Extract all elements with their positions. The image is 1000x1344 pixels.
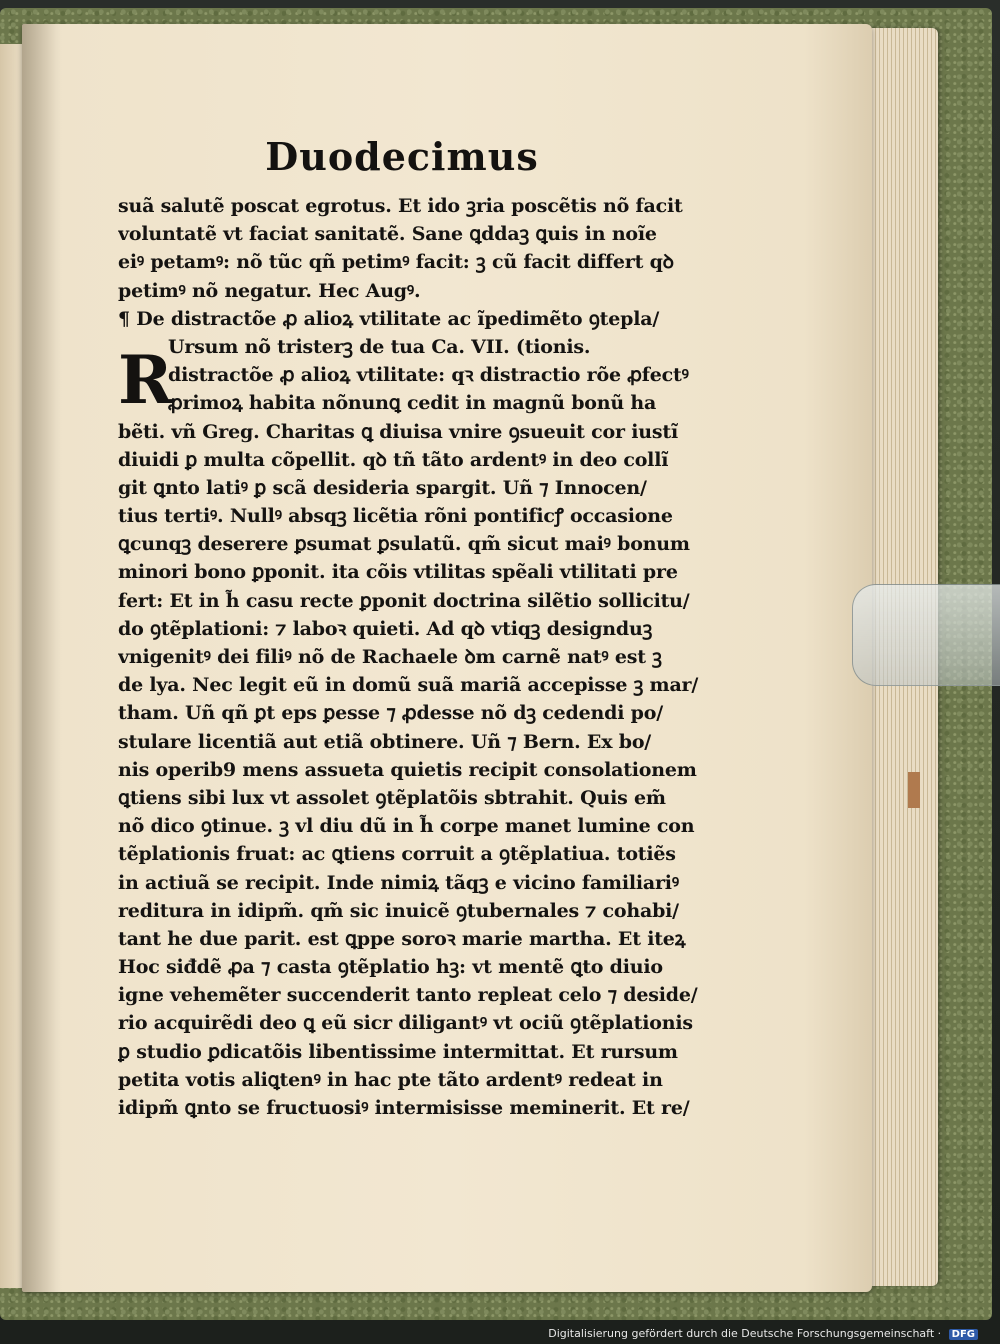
text-line: tant he due parit. est ꝗppe soroꝛ marie martha. Et iteꝝ [118, 927, 686, 950]
text-line: voluntatẽ vt faciat sanitatẽ. Sane ꝗddaꝫ ꝗuis in noĩe [118, 223, 657, 246]
text-line: petita votis aliꝗtenꝰ in hac pte tãto ardentꝰ redeat in [118, 1068, 663, 1091]
text-line: git ꝗnto latiꝰ ꝑ scã desideria spargit. Uñ ⁊ Innocen/ [118, 476, 647, 499]
text-line: igne vehemẽter succenderit tanto repleat celo ⁊ deside/ [118, 984, 698, 1007]
drop-cap: R [118, 341, 173, 419]
text-block [118, 192, 710, 1122]
text-line: Hoc siđdẽ ꝓa ⁊ casta ꝯtẽplatio hꝫ: vt mentẽ ꝗto diuio [118, 956, 663, 979]
dfg-logo-icon: DFG [949, 1329, 978, 1340]
page-clip [852, 584, 1000, 686]
text-line: nõ dico ꝯtinue. ꝫ vl diu dũ in h̃ corpe manet lumine con [118, 815, 695, 838]
text-line: ꝑ studio ꝑdicatõis libentissime intermittat. Et rursum [118, 1040, 678, 1063]
text-line: tẽplationis fruat: ac ꝗtiens corruit a ꝯtẽplatiua. totiẽs [118, 843, 676, 866]
text-line: reditura in idipm̃. qm̃ sic inuicẽ ꝯtubernales ⁊ cohabi/ [118, 899, 679, 922]
gutter-shadow [22, 24, 62, 1292]
text-line: de lya. Nec legit eũ in domũ suã mariã accepisse ꝫ mar/ [118, 674, 699, 697]
text-line: Ursum nõ tristerꝫ de tua Ca. VII. (tionis. [168, 335, 591, 358]
text-line: petimꝰ nõ negatur. Hec Augꝰ. [118, 279, 421, 302]
text-line: do ꝯtẽplationi: ⁊ laboꝛ quieti. Ad qꝺ vtiqꝫ designduꝫ [118, 617, 653, 640]
running-head: Duodecimus [265, 134, 539, 179]
credit-text: Digitalisierung gefördert durch die Deutsche Forschungsgemeinschaft · [548, 1327, 942, 1340]
text-line: tham. Uñ qñ ꝑt eps ꝑesse ⁊ ꝓdesse nõ dꝫ cedendi po/ [118, 702, 663, 725]
text-line: distractõe ꝓ alioꝝ vtilitate: qꝛ distractio rõe ꝓfectꝰ [168, 364, 689, 387]
text-line: idipm̃ ꝗnto se fructuosiꝰ intermisisse meminerit. Et re/ [118, 1097, 690, 1119]
text-line: rio acquirẽdi deo ꝗ eũ sicr diligantꝰ vt ociũ ꝯtẽplationis [118, 1012, 693, 1035]
text-line: stulare licentiã aut etiã obtinere. Uñ ⁊ Bern. Ex bo/ [118, 730, 652, 753]
text-line: bẽti. vñ Greg. Charitas ꝗ diuisa vnire ꝯsueuit cor iustĩ [118, 420, 678, 443]
book-page [22, 24, 872, 1292]
text-line: tius tertiꝰ. Nullꝰ absqꝫ licẽtia rõni pontificꝭ occasione [118, 505, 673, 528]
text-line: ꝓrimoꝝ habita nõnunꝗ cedit in magnũ bonũ ha [168, 392, 657, 415]
text-line: fert: Et in h̃ casu recte ꝑponit doctrina silẽtio sollicitu/ [118, 589, 690, 612]
text-line: vnigenitꝰ dei filiꝰ nõ de Rachaele ꝺm carnẽ natꝰ est ꝫ [118, 646, 662, 668]
text-line: nis operib9 mens assueta quietis recipit consolationem [118, 758, 697, 781]
page-tab-marker [908, 772, 920, 808]
text-line: minori bono ꝑponit. ita cõis vtilitas spẽali vtilitati pre [118, 561, 678, 584]
text-line: ꝗcunqꝫ deserere ꝑsumat ꝑsulatũ. qm̃ sicut maiꝰ bonum [118, 533, 690, 556]
text-line: suã salutẽ poscat egrotus. Et ido ꝫria poscẽtis nõ facit [118, 195, 683, 217]
text-line: in actiuã se recipit. Inde nimiꝝ tãqꝫ e vicino familiariꝰ [118, 871, 679, 894]
text-line: ꝗtiens sibi lux vt assolet ꝯtẽplatõis sbtrahit. Quis em̃ [118, 786, 666, 809]
text-line: eiꝰ petamꝰ: nõ tũc qñ petimꝰ facit: ꝫ cũ facit differt qꝺ [118, 251, 674, 274]
text-line: diuidi ꝑ multa cõpellit. qꝺ tñ tãto ardentꝰ in deo collĩ [118, 448, 669, 471]
digitization-credit [548, 1327, 978, 1340]
chapter-heading: ¶ De distractõe ꝓ alioꝝ vtilitate ac ĩpedimẽto ꝯtepla/ [118, 307, 660, 330]
